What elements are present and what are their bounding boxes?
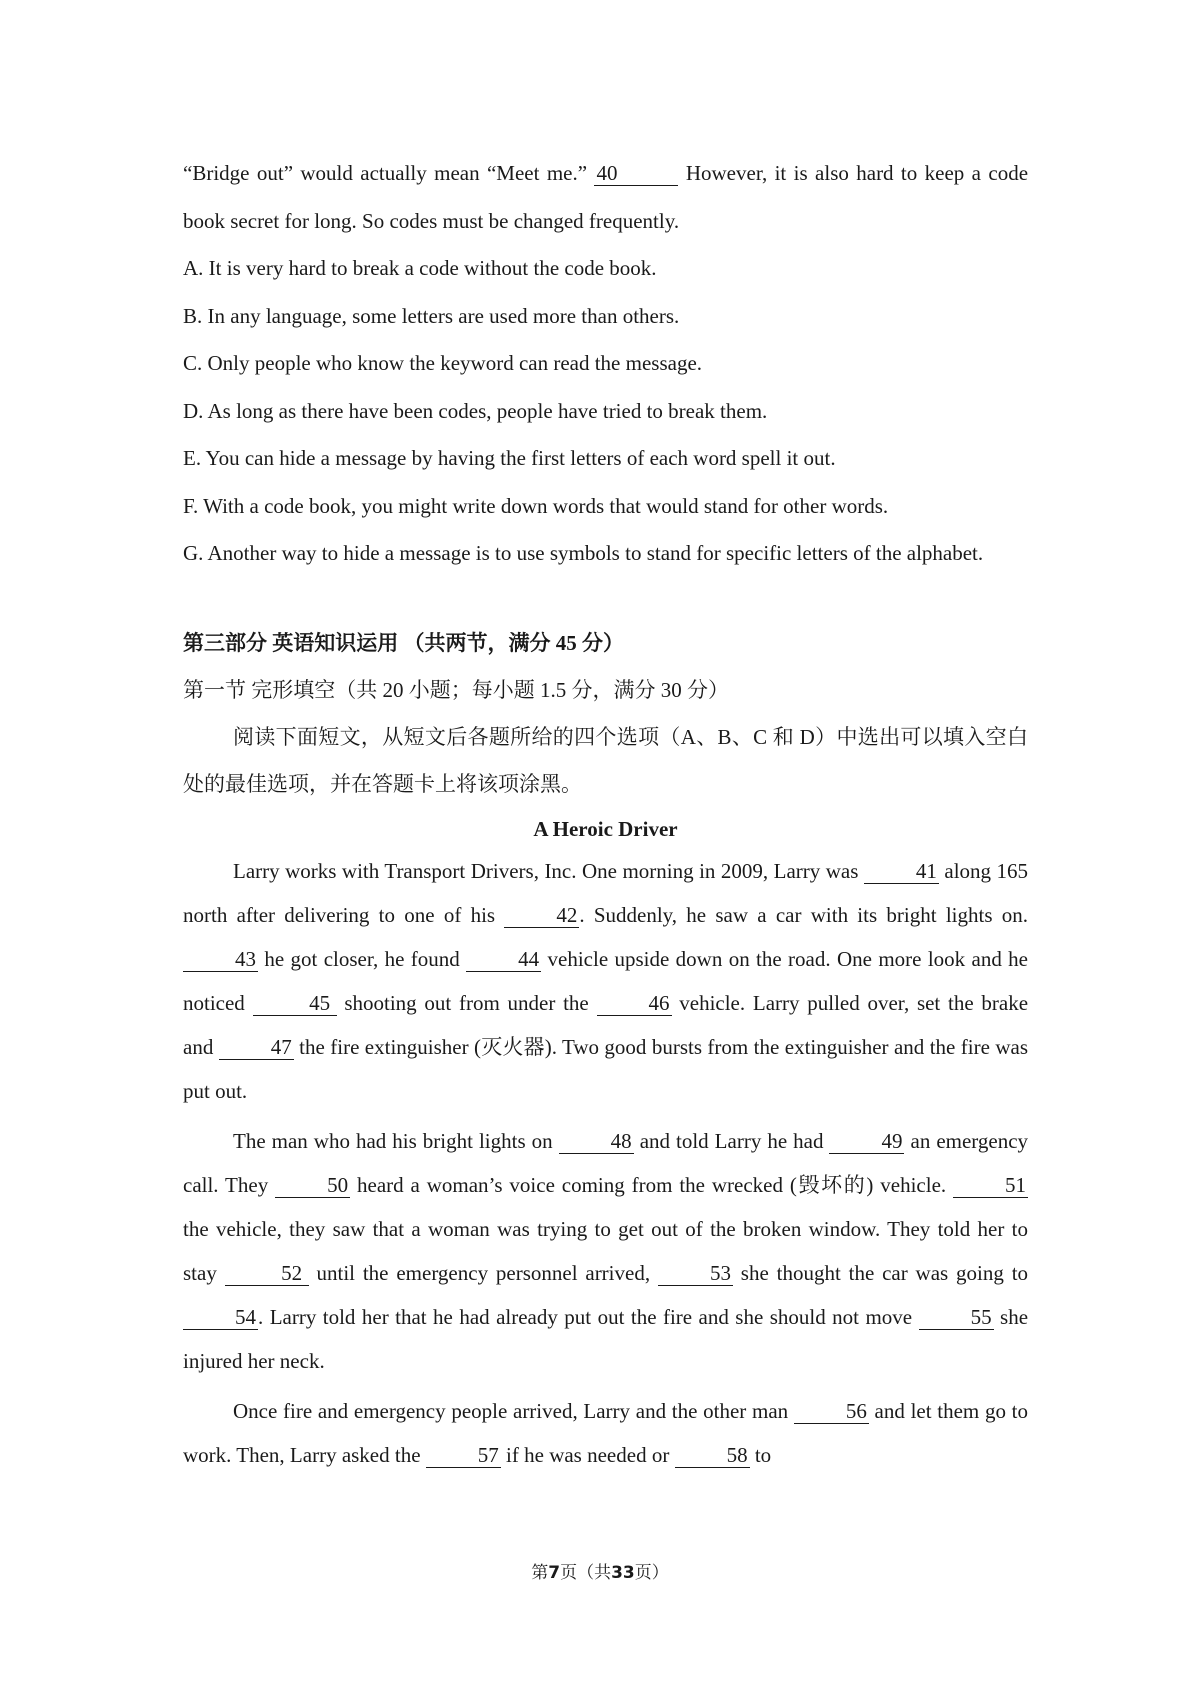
instruction: 阅读下面短文，从短文后各题所给的四个选项（A、B、C 和 D）中选出可以填入空白处的最佳选项，并在答题卡上将该项涂黑。	[183, 724, 1028, 796]
section1-title: 第一节 完形填空（共 20 小题；每小题 1.5 分，满分 30 分）	[183, 677, 729, 702]
blank-42: 42	[504, 904, 579, 928]
option-g: G. Another way to hide a message is to use symbols to stand for specific letters of the alphabet.	[183, 541, 984, 565]
blank-41: 41	[864, 860, 939, 884]
option-b: B. In any language, some letters are used more than others.	[183, 303, 680, 328]
blank-50: 50	[275, 1174, 350, 1198]
text: and told Larry he had	[639, 1128, 824, 1153]
text: she injured her neck.	[183, 1304, 1029, 1373]
page-footer	[0, 1558, 1200, 1583]
footer-text: 第	[531, 1563, 549, 1583]
text: to	[754, 1442, 772, 1467]
text: and let them go to work. Then, Larry asked the	[183, 1398, 1028, 1467]
story-title: A Heroic Driver	[533, 816, 678, 841]
text: an emergency call. They	[183, 1128, 1029, 1197]
document-page	[183, 150, 1028, 1477]
page-number: 7	[548, 1563, 561, 1583]
option-a: A. It is very hard to break a code without the code book.	[183, 256, 657, 280]
blank-45: 45	[253, 992, 337, 1016]
text: However, it is also hard to keep a code book secret for long. So codes must be changed frequently.	[183, 161, 1029, 233]
reading-paragraph-end	[183, 150, 1028, 245]
spacer	[183, 578, 1028, 620]
text: vehicle. Larry pulled over, set the brake and	[183, 990, 1029, 1059]
text: the vehicle, they saw that a woman was trying to get out of the broken window. They told her to stay	[183, 1216, 1028, 1285]
text: she thought the car was going to	[740, 1260, 1029, 1285]
blank-48: 48	[559, 1130, 634, 1154]
text: until the emergency personnel arrived,	[316, 1260, 651, 1285]
option-f: F. With a code book, you might write down words that would stand for other words.	[183, 493, 889, 518]
text: . Suddenly, he saw a car with its bright lights on.	[579, 902, 1028, 927]
part3-title: 第三部分 英语知识运用 （共两节，满分 45 分）	[183, 630, 624, 655]
blank-46: 46	[597, 992, 672, 1016]
footer-text: 页）	[634, 1563, 669, 1583]
blank-52: 52	[225, 1262, 309, 1286]
story-paragraph-3	[183, 1389, 1028, 1477]
option-e: E. You can hide a message by having the first letters of each word spell it out.	[183, 446, 836, 470]
blank-47: 47	[219, 1036, 294, 1060]
blank-44: 44	[466, 948, 541, 972]
blank-57: 57	[426, 1444, 501, 1468]
total-pages: 33	[611, 1563, 635, 1583]
blank-56: 56	[794, 1400, 869, 1424]
blank-51: 51	[953, 1174, 1028, 1198]
blank-40: 40	[594, 162, 678, 186]
text: shooting out from under the	[344, 990, 589, 1015]
story-paragraph-2	[183, 1119, 1028, 1383]
text: vehicle upside down on the road. One more look and he noticed	[183, 946, 1028, 1015]
blank-43: 43	[183, 948, 258, 972]
text: if he was needed or	[506, 1442, 670, 1467]
blank-58: 58	[675, 1444, 750, 1468]
blank-54: 54	[183, 1306, 258, 1330]
text: the fire extinguisher (灭火器). Two good bursts from the extinguisher and the fire was put out.	[183, 1034, 1029, 1103]
story-paragraph-1	[183, 849, 1028, 1113]
text: along 165 north after delivering to one of his	[183, 858, 1029, 927]
text: he got closer, he found	[264, 946, 460, 971]
option-d: D. As long as there have been codes, people have tried to break them.	[183, 398, 768, 423]
text: Larry works with Transport Drivers, Inc. One morning in 2009, Larry was	[233, 858, 859, 883]
option-c: C. Only people who know the keyword can read the message.	[183, 351, 703, 375]
text: The man who had his bright lights on	[233, 1128, 553, 1153]
blank-49: 49	[829, 1130, 904, 1154]
blank-53: 53	[658, 1262, 733, 1286]
text: . Larry told her that he had already put out the fire and she should not move	[258, 1304, 913, 1329]
footer-text: 页（共	[560, 1563, 612, 1583]
text: Once fire and emergency people arrived, Larry and the other man	[233, 1398, 789, 1423]
text: heard a woman’s voice coming from the wrecked (毁坏的) vehicle.	[357, 1172, 947, 1197]
text: “Bridge out” would actually mean “Meet me.”	[183, 161, 588, 185]
blank-55: 55	[919, 1306, 994, 1330]
